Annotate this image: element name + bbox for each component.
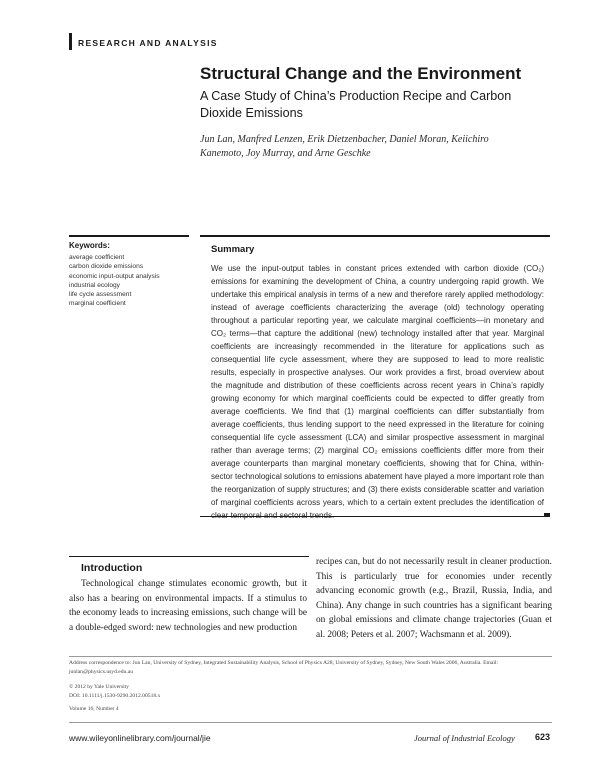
introduction-rule	[69, 556, 309, 557]
summary-top-rule	[200, 235, 550, 237]
article-subtitle: A Case Study of China’s Production Recipe and Carbon Dioxide Emissions	[200, 89, 512, 120]
footer-rule	[69, 722, 552, 723]
summary-title: Summary	[211, 244, 255, 255]
page-number: 623	[535, 732, 551, 742]
copyright-block	[69, 683, 160, 700]
keyword-item: average coefficient	[69, 254, 125, 261]
copyright-line: © 2012 by Yale University	[69, 684, 130, 690]
correspondence-address: Address correspondence to: Jun Lan, University of Sydney, Integrated Sustainability Analysis, School of Physics A28, University of Sydney, Sydney, New South Wales 2006, Australia. Email: junlan@physics.usyd.edu.au	[69, 660, 499, 675]
doi-line: DOI: 10.1111/j.1530-9290.2012.00518.x	[69, 692, 161, 699]
keywords-title: Keywords:	[69, 241, 110, 250]
keyword-item: marginal coefficient	[69, 300, 126, 308]
introduction-heading: Introduction	[81, 562, 143, 574]
journal-url-link[interactable]: www.wileyonlinelibrary.com/journal/jie	[69, 733, 211, 743]
summary-abstract: We use the input-output tables in constant prices extended with carbon dioxide (CO₂) emissions for examining the development of China, a country undergoing rapid growth. We undertake this empirical analysis in terms of a new and therefore rarely applied methodology: instead of average coefficients characterizing the average (old) technology operating throughout a particular reporting year, we calculate marginal coefficients—in monetary and CO₂ terms—that capture the additional (new) technology installed after that year. Marginal coefficients are increasingly recommended in the literature for applications such as consequential life cycle assessment, where they are supposed to lead to more realistic results, especially in prospective analyses. Our work provides a first, broad overview about the magnitude and distribution of these coefficients across recent years in China’s rapidly growing economy for which marginal coefficients could be expected to differ greatly from average coefficients. We find that (1) marginal coefficients can differ substantially from average coefficients, thus lending support to the need expressed in the literature for coining consequential life cycle assessment (LCA) and similar prospective assessment in marginal rather than average terms; (2) marginal CO₂ emissions coefficients differ more from their average counterparts than marginal monetary coefficients, showing that for China, within-sector technological solutions to emissions abatement have played a more important role than the reorganization of supply structures; and (3) there exists considerable scatter and variation of marginal coefficients across years, which to a certain extent precludes the identification of	[211, 264, 544, 507]
footnote-rule	[69, 656, 552, 657]
summary-end-marker	[544, 513, 550, 517]
article-title: Structural Change and the Environment	[200, 64, 522, 83]
introduction-column-1: Technological change stimulates economic growth, but it also has a bearing on environmental impacts. If a stimulus to the economy leads to increasing emissions, such change will be a double-edged sword: new technologies and new production	[69, 579, 307, 633]
keywords-list	[69, 253, 160, 309]
keyword-item: economic input-output analysis	[69, 272, 160, 280]
section-marker-bar	[69, 33, 72, 50]
author-list: Jun Lan, Manfred Lenzen, Erik Dietzenbacher, Daniel Moran, Keiichiro Kanemoto, Joy Murray, and Arne Geschke	[200, 134, 489, 159]
summary-bottom-rule	[200, 516, 550, 517]
keyword-item: industrial ecology	[69, 281, 120, 289]
journal-name: Journal of Industrial Ecology	[414, 733, 515, 743]
volume-number: Volume 16, Number 4	[69, 706, 119, 712]
section-label: RESEARCH AND ANALYSIS	[78, 38, 218, 48]
keyword-item: life cycle assessment	[69, 291, 132, 299]
keyword-item: carbon dioxide emissions	[69, 263, 144, 271]
keywords-rule	[69, 235, 189, 237]
introduction-column-2: recipes can, but do not necessarily result in cleaner production. This is particularly true for economies under recently advancing economic growth (e.g., Brazil, Russia, India, and China). Any change in such countries has a significant bearing on global emissions and climate change trajectories (Guan et al. 2008; Peters et al. 2007; Wachsmann et al. 2009).	[316, 557, 552, 640]
